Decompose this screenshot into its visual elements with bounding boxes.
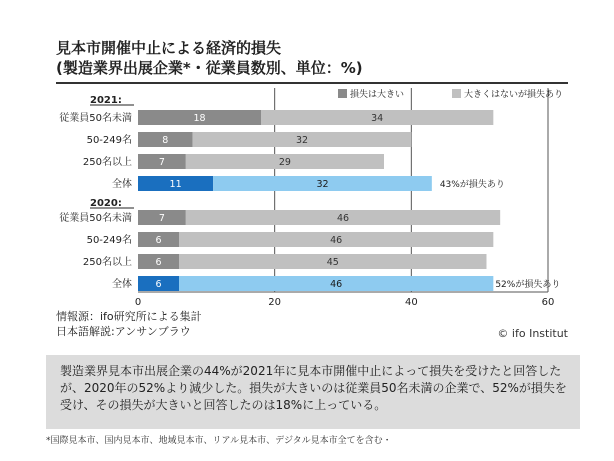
data-label-large: 7 <box>158 157 165 168</box>
data-label-large: 6 <box>155 257 162 268</box>
translation-credit: 日本語解説:アンサンブラウ <box>56 325 191 338</box>
data-label-some: 32 <box>295 135 309 146</box>
footnote: *国際見本市、国内見本市、地域見本市、リアル見本市、デジタル見本市全てを含む・ <box>46 436 392 446</box>
data-label-large: 7 <box>158 213 165 224</box>
x-tick-label: 0 <box>134 297 142 308</box>
x-tick-label: 20 <box>268 297 282 308</box>
category-label: 全体 <box>112 179 132 190</box>
legend-swatch <box>338 89 347 98</box>
legend-label: 大きくはないが損失あり <box>464 90 564 100</box>
x-tick-label: 60 <box>541 297 555 308</box>
data-label-some: 29 <box>278 157 291 168</box>
category-label: 全体 <box>112 279 132 290</box>
data-label-large: 8 <box>162 135 169 146</box>
data-label-large: 11 <box>169 179 182 190</box>
source-credit: 情報源：ifo研究所による集計 <box>56 310 202 323</box>
data-label-some: 46 <box>330 235 343 246</box>
bar-annotation: 43%が損失あり <box>439 180 505 190</box>
group-label: 2021: <box>90 95 122 106</box>
category-label: 50-249名 <box>86 135 132 146</box>
legend-swatch <box>452 89 461 98</box>
copyright-notice: © ifo Institut <box>497 327 568 340</box>
category-label: 250名以上 <box>82 157 132 168</box>
data-label-large: 6 <box>155 235 162 246</box>
legend-label: 損失は大きい <box>350 90 405 100</box>
category-label: 250名以上 <box>82 257 132 268</box>
data-label-some: 46 <box>336 213 350 224</box>
data-label-large: 18 <box>193 113 206 124</box>
category-label: 従業員50名未満 <box>59 213 132 224</box>
chart-subtitle: (製造業界出展企業*・従業員数別、単位：%) <box>56 59 363 77</box>
category-label: 50-249名 <box>86 235 132 246</box>
category-label: 従業員50名未満 <box>59 113 132 124</box>
bar-annotation: 52%が損失あり <box>495 280 561 290</box>
chart-title: 見本市開催中止による経済的損失 <box>56 39 282 57</box>
summary-box: 製造業界見本市出展企業の44%が2021年に見本市開催中止によって損失を受けたと回答したが、2020年の52%より減少した。損失が大きいのは従業員50名未満の企業で、52%が損失を受け、その損失が大きいと回答したのは18%に上っている。 <box>46 355 580 429</box>
data-label-some: 32 <box>316 179 329 190</box>
data-label-some: 45 <box>326 257 339 268</box>
x-tick-label: 40 <box>404 297 418 308</box>
data-label-some: 46 <box>330 279 343 290</box>
group-label: 2020: <box>90 198 122 209</box>
data-label-some: 34 <box>371 113 384 124</box>
data-label-large: 6 <box>155 279 162 290</box>
